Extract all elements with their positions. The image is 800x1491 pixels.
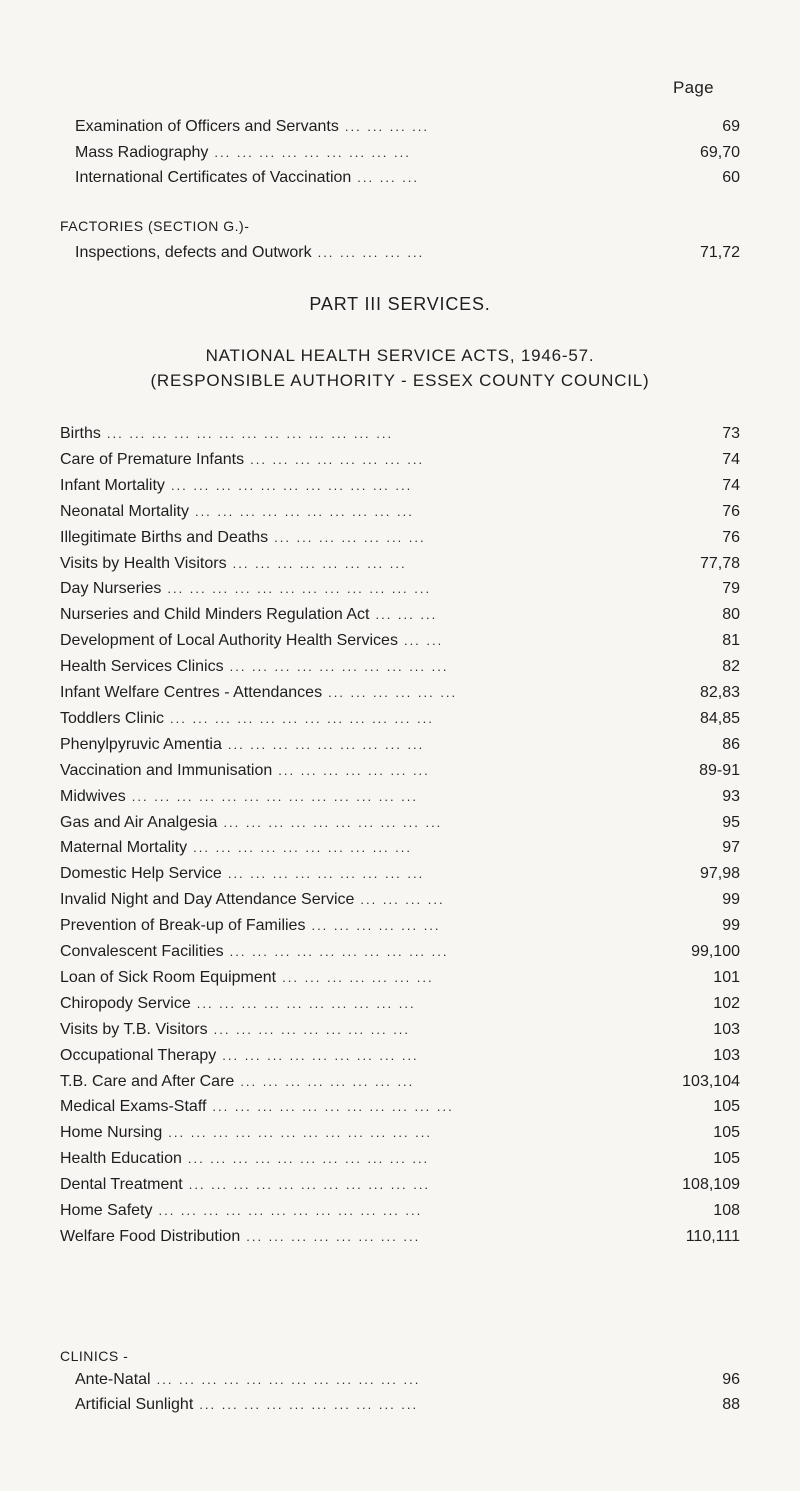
leader-dots: ... ... ... ... ... ... ... ... ... ... ... ... (170, 710, 434, 726)
toc-row-page: 69 (722, 118, 740, 135)
toc-row-label: Chiropody Service (60, 994, 191, 1012)
toc-row-label: Loan of Sick Room Equipment (60, 968, 277, 986)
toc-row-label: Domestic Help Service (60, 865, 222, 883)
toc-row (60, 1046, 740, 1066)
acts-heading: NATIONAL HEALTH SERVICE ACTS, 1946-57. (205, 346, 595, 365)
part-heading: PART III SERVICES. (309, 294, 491, 314)
toc-row (60, 424, 740, 444)
leader-dots: ... ... ... ... ... ... ... ... (232, 555, 407, 571)
toc-row-page: 110,111 (685, 1227, 740, 1245)
toc-row-page: 97 (722, 839, 740, 857)
toc-row-label: Health Services Clinics (60, 658, 224, 676)
toc-row (75, 168, 740, 188)
toc-row (60, 1149, 740, 1169)
leader-dots: ... ... ... ... ... (317, 245, 425, 260)
toc-row (60, 502, 740, 522)
toc-row-label: Home Safety (60, 1202, 153, 1219)
toc-row-page: 101 (713, 968, 740, 986)
leader-dots: ... ... ... ... ... ... ... ... ... ... (199, 1397, 419, 1412)
toc-row-label: Medical Exams-Staff (60, 1098, 207, 1116)
toc-row-label: Health Education (60, 1150, 182, 1168)
toc-row (60, 864, 740, 884)
toc-row (60, 761, 740, 781)
toc-row-label: Home Nursing (60, 1124, 163, 1142)
toc-row (75, 1395, 740, 1415)
leader-dots: ... ... ... ... ... ... ... ... ... ... ... (188, 1177, 431, 1193)
toc-row (60, 1227, 740, 1247)
toc-row-page: 89-91 (699, 761, 740, 779)
toc-row (60, 1072, 740, 1092)
toc-row-page: 73 (722, 425, 740, 442)
toc-row-label: T.B. Care and After Care (60, 1072, 235, 1090)
toc-row-page: 60 (722, 169, 740, 186)
toc-row (60, 735, 740, 755)
leader-dots: ... ... ... ... (360, 892, 445, 908)
toc-row (60, 579, 740, 599)
toc-row-label: Ante-Natal (75, 1371, 151, 1388)
toc-row (60, 994, 740, 1014)
toc-row-page: 84,85 (699, 709, 740, 727)
toc-row-page: 76 (722, 528, 740, 546)
leader-dots: ... ... ... ... ... ... (328, 685, 458, 700)
factories-heading: FACTORIES (SECTION G.)- (60, 218, 250, 234)
toc-row-page: 96 (722, 1371, 740, 1388)
leader-dots: ... ... ... ... ... ... ... ... ... (222, 1047, 419, 1063)
toc-row-label: Gas and Air Analgesia (60, 813, 218, 831)
toc-row-page: 99 (722, 891, 740, 909)
leader-dots: ... ... ... ... ... ... ... (274, 529, 426, 545)
leader-dots: ... ... ... ... ... ... ... ... ... ... (223, 814, 443, 830)
toc-row (60, 657, 740, 677)
toc-row-label: Care of Premature Infants (60, 450, 245, 468)
toc-row (60, 1201, 740, 1221)
toc-row-label: Mass Radiography (75, 144, 209, 161)
leader-dots: ... ... ... ... ... ... ... ... ... ... ... ... ... (106, 426, 394, 441)
toc-row-page: 82 (722, 658, 740, 676)
toc-row-label: Day Nurseries (60, 580, 162, 598)
toc-row-page: 81 (722, 632, 740, 650)
toc-row-page: 71,72 (699, 244, 740, 261)
leader-dots: ... ... (403, 633, 444, 649)
toc-row-page: 80 (722, 606, 740, 624)
toc-row (60, 890, 740, 910)
toc-row-label: Midwives (60, 787, 126, 805)
leader-dots: ... ... ... ... ... ... ... ... (240, 1073, 415, 1089)
toc-row-page: 99 (722, 917, 740, 935)
leader-dots: ... ... ... ... ... ... ... ... ... ... (229, 659, 449, 675)
leader-dots: ... ... ... ... ... ... ... ... ... ... (229, 944, 449, 959)
leader-dots: ... ... ... ... ... ... ... ... ... ... ... ... ... (131, 788, 418, 804)
toc-row (75, 1370, 740, 1390)
leader-dots: ... ... ... ... ... ... ... ... ... ... ... (187, 1151, 430, 1167)
toc-row (60, 787, 740, 807)
toc-row-label: Artificial Sunlight (75, 1396, 194, 1413)
toc-row-page: 77,78 (699, 554, 740, 572)
toc-row (60, 813, 740, 833)
leader-dots: ... ... ... ... ... ... ... ... ... (214, 145, 411, 160)
toc-row (60, 916, 740, 936)
leader-dots: ... ... ... ... ... ... ... ... ... ... ... ... (158, 1203, 423, 1218)
toc-row-label: International Certificates of Vaccination (75, 169, 352, 186)
toc-row-label: Visits by T.B. Visitors (60, 1020, 208, 1038)
toc-row (60, 631, 740, 651)
toc-row (60, 1020, 740, 1040)
toc-row (60, 476, 740, 496)
leader-dots: ... ... ... ... ... ... ... ... ... (227, 866, 425, 882)
leader-dots: ... ... ... ... ... ... ... (282, 969, 434, 985)
toc-row-page: 74 (722, 450, 740, 468)
leader-dots: ... ... ... ... ... ... (311, 918, 441, 934)
toc-row-label: Vaccination and Immunisation (60, 761, 273, 779)
toc-row-page: 102 (713, 994, 740, 1012)
toc-row-label: Births (60, 425, 101, 442)
toc-row-page: 95 (722, 813, 740, 831)
leader-dots: ... ... ... ... ... ... ... ... (246, 1228, 421, 1244)
leader-dots: ... ... ... ... ... ... ... ... ... ... (193, 840, 413, 856)
leader-dots: ... ... ... ... ... ... ... (278, 762, 430, 778)
toc-row-label: Occupational Therapy (60, 1046, 217, 1064)
toc-row-label: Prevention of Break-up of Families (60, 917, 306, 935)
toc-row (60, 605, 740, 625)
leader-dots: ... ... ... ... ... ... ... ... ... (213, 1021, 411, 1037)
toc-row-label: Nurseries and Child Minders Regulation Act (60, 606, 370, 624)
toc-row-page: 93 (722, 787, 740, 805)
toc-row-page: 108 (713, 1202, 740, 1219)
toc-row (60, 1175, 740, 1195)
toc-row (75, 117, 740, 137)
toc-row-label: Examination of Officers and Servants (75, 118, 339, 135)
leader-dots: ... ... ... ... ... ... ... ... (250, 451, 425, 467)
toc-row-page: 99,100 (691, 943, 740, 960)
leader-dots: ... ... ... (357, 170, 420, 185)
toc-row-page: 105 (713, 1124, 740, 1142)
leader-dots: ... ... ... ... ... ... ... ... ... ... (196, 995, 416, 1011)
toc-row (60, 942, 740, 962)
toc-row-label: Phenylpyruvic Amentia (60, 735, 222, 753)
leader-dots: ... ... ... ... ... ... ... ... ... ... ... ... (156, 1372, 421, 1387)
toc-row-page: 105 (713, 1098, 740, 1116)
toc-row-label: Infant Welfare Centres - Attendances (60, 684, 323, 701)
toc-row-label: Neonatal Mortality (60, 502, 189, 520)
toc-row-label: Visits by Health Visitors (60, 554, 227, 572)
leader-dots: ... ... ... ... ... ... ... ... ... ... ... ... (167, 581, 432, 597)
toc-row (60, 554, 740, 574)
toc-row (60, 709, 740, 729)
toc-row-page: 76 (722, 502, 740, 520)
toc-row (75, 143, 740, 163)
toc-row (60, 528, 740, 548)
leader-dots: ... ... ... ... (344, 119, 430, 134)
leader-dots: ... ... ... ... ... ... ... ... ... ... ... ... (168, 1125, 433, 1141)
toc-row-page: 74 (722, 476, 740, 494)
toc-row (60, 1123, 740, 1143)
toc-row (60, 838, 740, 858)
leader-dots: ... ... ... ... ... ... ... ... ... (227, 736, 425, 752)
toc-row-page: 97,98 (699, 865, 740, 883)
toc-row (60, 450, 740, 470)
toc-row-label: Convalescent Facilities (60, 943, 224, 960)
leader-dots: ... ... ... (375, 607, 438, 623)
toc-row-page: 82,83 (699, 684, 740, 701)
toc-row-page: 108,109 (682, 1176, 740, 1194)
toc-row-page: 69,70 (699, 144, 740, 161)
toc-row-page: 103 (713, 1046, 740, 1064)
toc-row-label: Invalid Night and Day Attendance Service (60, 891, 355, 909)
toc-row-page: 103,104 (682, 1072, 740, 1090)
page-column-heading: Page (673, 78, 714, 97)
toc-row-page: 105 (713, 1150, 740, 1168)
clinics-heading: CLINICS - (60, 1348, 129, 1364)
toc-row-label: Development of Local Authority Health Services (60, 632, 398, 650)
toc-row-page: 86 (722, 735, 740, 753)
toc-row (60, 683, 740, 703)
toc-row (75, 243, 740, 263)
toc-row-label: Maternal Mortality (60, 839, 188, 857)
toc-row-page: 79 (722, 580, 740, 598)
toc-row-label: Infant Mortality (60, 476, 165, 494)
toc-row-label: Welfare Food Distribution (60, 1227, 241, 1245)
toc-row-page: 88 (722, 1396, 740, 1413)
toc-row-label: Illegitimate Births and Deaths (60, 528, 269, 546)
toc-row (60, 968, 740, 988)
leader-dots: ... ... ... ... ... ... ... ... ... ... ... (212, 1099, 454, 1115)
leader-dots: ... ... ... ... ... ... ... ... ... ... (194, 503, 414, 519)
toc-row (60, 1097, 740, 1117)
authority-heading: (RESPONSIBLE AUTHORITY - ESSEX COUNTY COUNCIL) (150, 371, 650, 390)
toc-row-label: Inspections, defects and Outwork (75, 244, 312, 261)
toc-row-label: Toddlers Clinic (60, 709, 165, 727)
toc-row-label: Dental Treatment (60, 1176, 183, 1194)
toc-row-page: 103 (713, 1020, 740, 1038)
leader-dots: ... ... ... ... ... ... ... ... ... ... ... (170, 477, 413, 493)
